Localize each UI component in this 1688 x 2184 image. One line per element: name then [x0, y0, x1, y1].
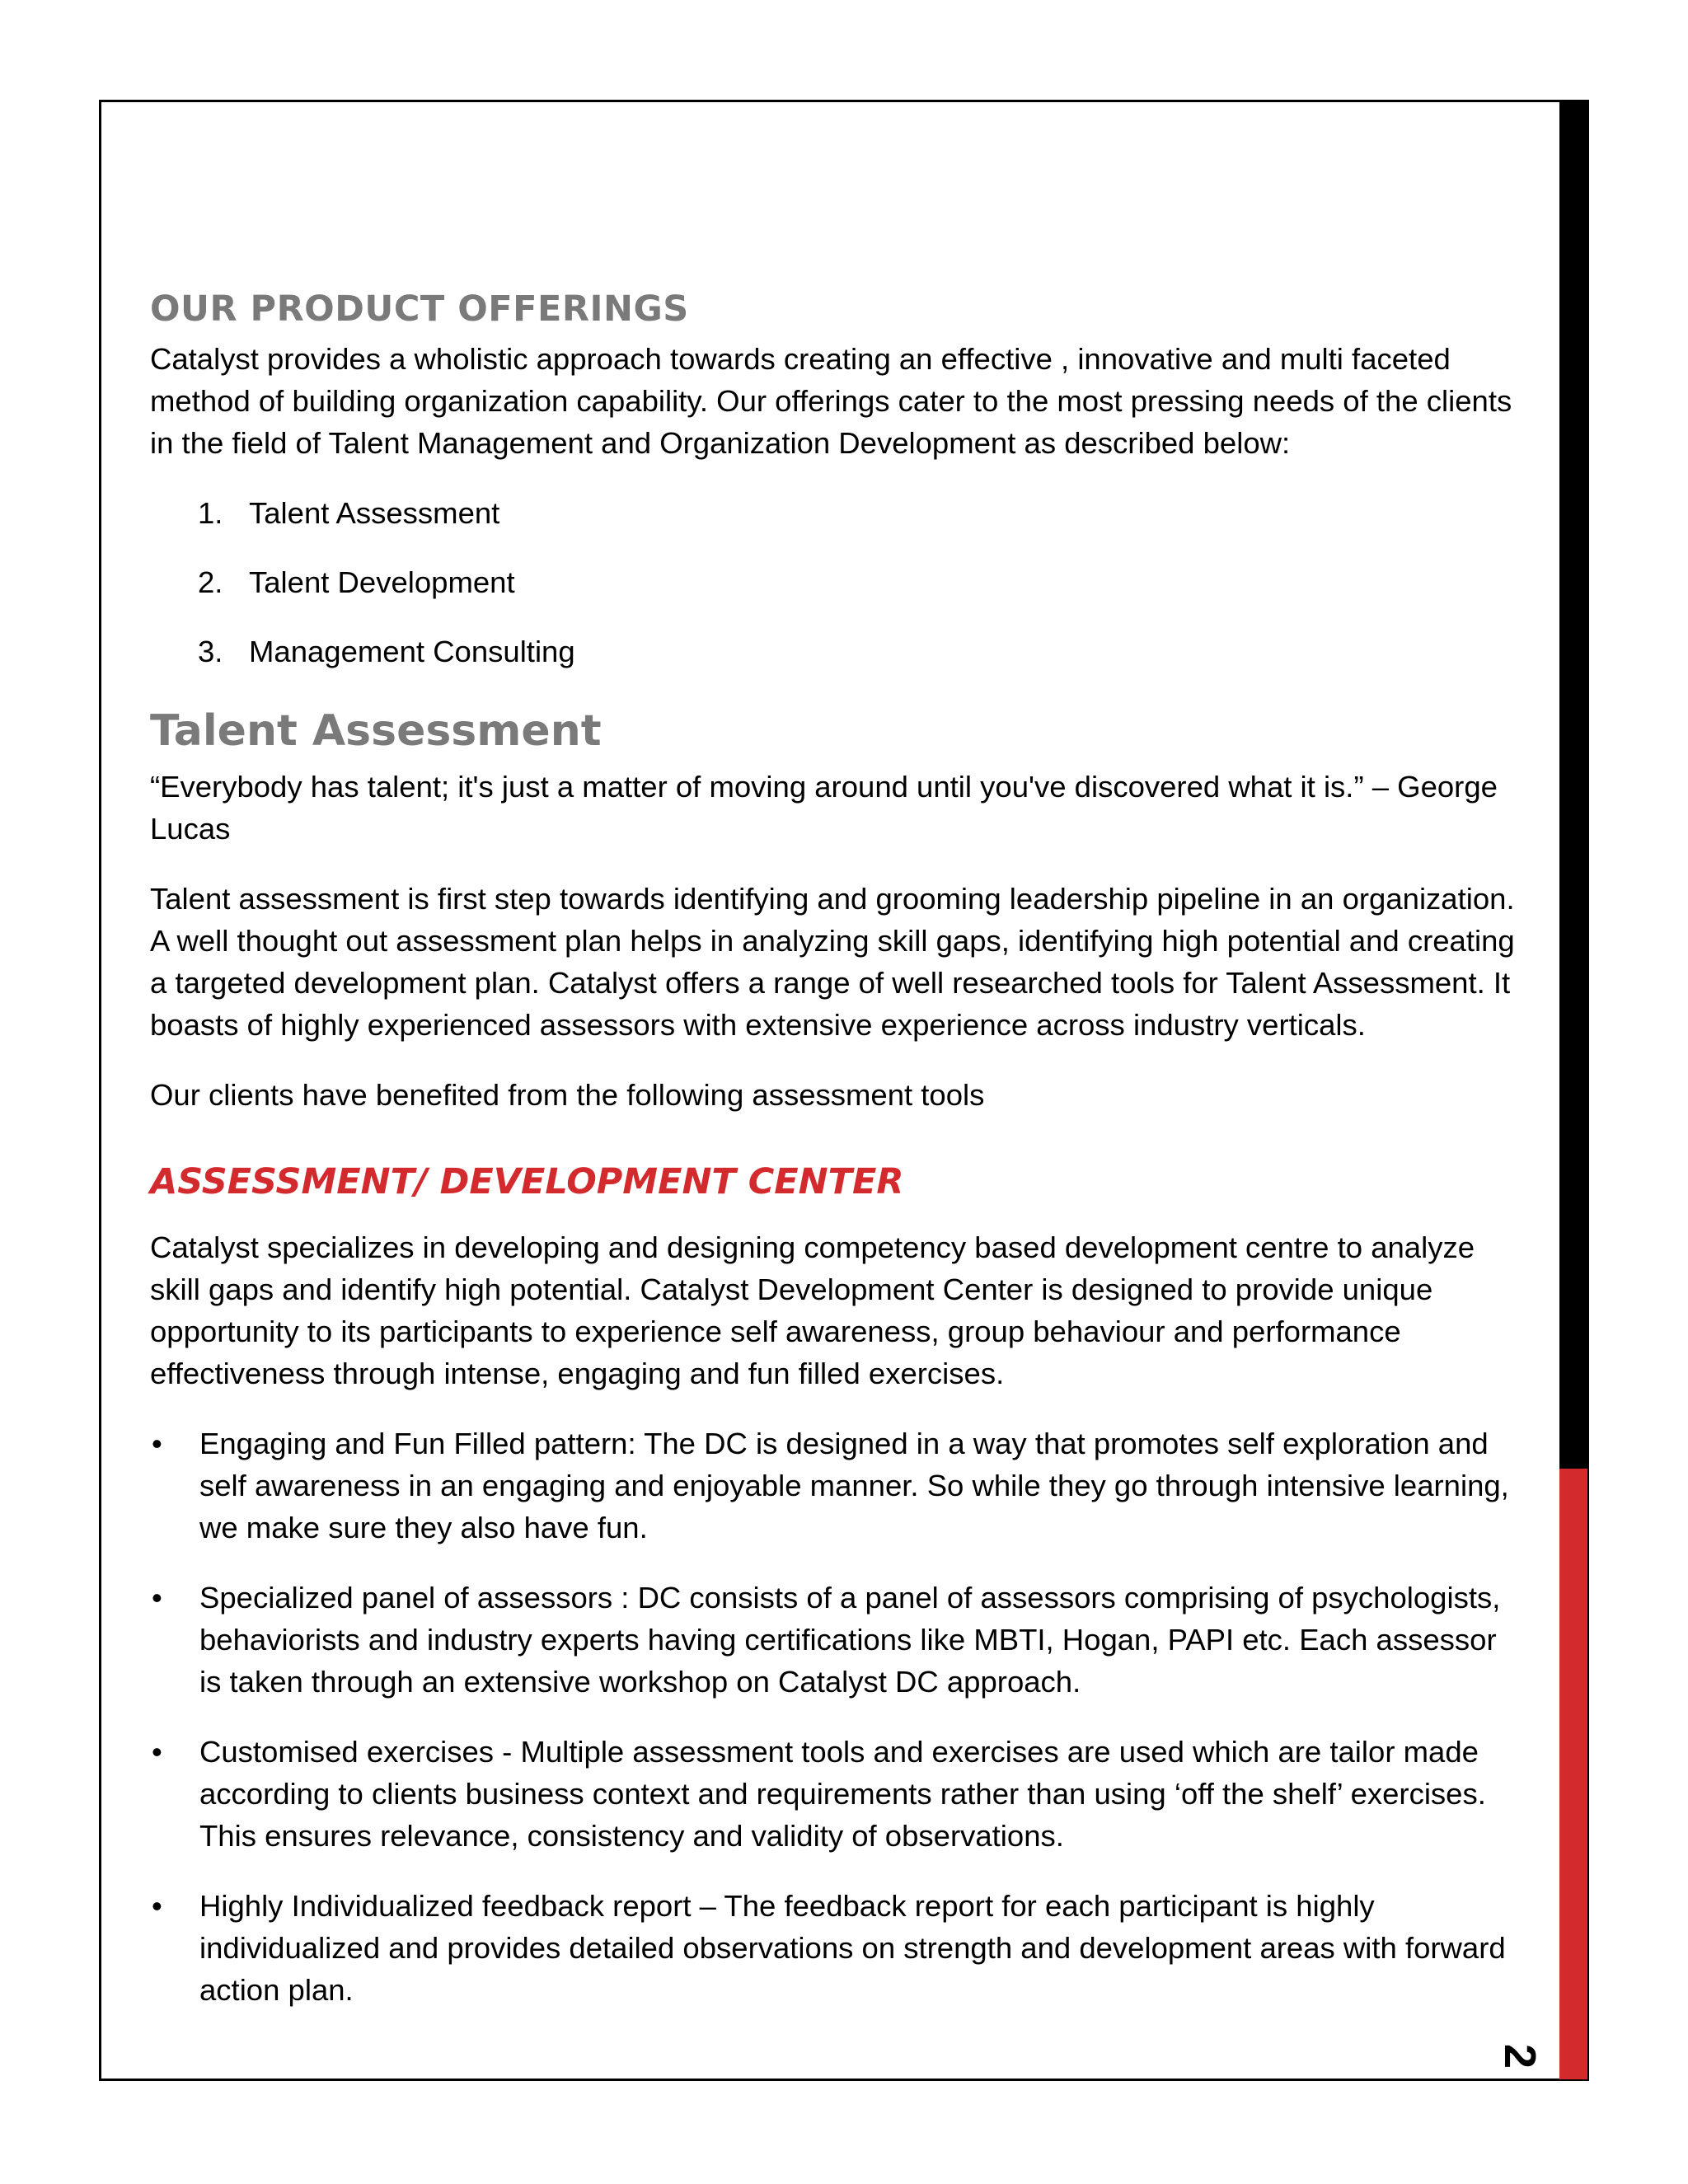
list-number: 3.	[198, 635, 223, 668]
section-heading-talent-assessment: Talent Assessment	[150, 706, 602, 756]
bullet-icon: •	[152, 1581, 162, 1615]
side-bar-black	[1559, 101, 1587, 1469]
offerings-list	[150, 492, 1526, 673]
bullet-text: Specialized panel of assessors : DC consists of a panel of assessors comprising of psychologists, behaviorists and industry experts having certifications like MBTI, Hogan, PAPI etc. Each assessor is taken through an extensive workshop on Catalyst DC approach.	[199, 1581, 1501, 1699]
quote: “Everybody has talent; it's just a matter of moving around until you've discovered what it is.” – George Lucas	[150, 770, 1498, 846]
bullet-text: Highly Individualized feedback report – The feedback report for each participant is highly individualized and provides detailed observations on strength and development areas with forward action plan.	[199, 1889, 1506, 2007]
assessment-center-intro: Catalyst specializes in developing and designing competency based development centre to analyze skill gaps and identify high potential. Catalyst Development Center is designed to provide unique opportunity to its participants to experience self awareness, group behaviour and performance effectiveness through intense, engaging and fun filled exercises.	[150, 1230, 1475, 1390]
list-text: Talent Development	[249, 565, 515, 599]
bullet-text: Engaging and Fun Filled pattern: The DC is designed in a way that promotes self exploration and self awareness in an engaging and enjoyable manner. So while they go through intensive learning, we make sure they also have fun.	[199, 1427, 1509, 1544]
list-text: Talent Assessment	[249, 496, 500, 530]
list-number: 2.	[198, 565, 223, 599]
bullet-icon: •	[152, 1889, 162, 1923]
assessment-center-bullets	[150, 1422, 1526, 2011]
list-item	[150, 1731, 1526, 1857]
talent-assessment-paragraph: Talent assessment is first step towards identifying and grooming leadership pipeline in an organization. A well thought out assessment plan helps in analyzing skill gaps, identifying high potential and creating a targeted development plan. Catalyst offers a range of well researched tools for Talent Assessment. It boasts of highly experienced assessors with extensive experience across industry verticals.	[150, 882, 1515, 1042]
page-number: 2	[1495, 2043, 1545, 2069]
list-item	[150, 561, 1526, 603]
list-number: 1.	[198, 496, 223, 530]
list-item	[150, 1577, 1526, 1703]
bullet-icon: •	[152, 1427, 162, 1460]
bullet-text: Customised exercises - Multiple assessment tools and exercises are used which are tailor made according to clients business context and requirements rather than using ‘off the shelf’ exercises. This ensures relevance, consistency and validity of observations.	[199, 1735, 1486, 1853]
offerings-intro: Catalyst provides a wholistic approach towards creating an effective , innovative and multi faceted method of building organization capability. Our offerings cater to the most pressing needs of the clients in the field of Talent Management and Organization Development as described below:	[150, 342, 1512, 460]
list-item	[150, 1885, 1526, 2011]
list-item	[150, 492, 1526, 534]
list-item	[150, 1422, 1526, 1549]
document-body	[150, 280, 1526, 2039]
tools-intro: Our clients have benefited from the following assessment tools	[150, 1078, 985, 1112]
section-heading-offerings: OUR PRODUCT OFFERINGS	[150, 288, 689, 330]
bullet-icon: •	[152, 1735, 162, 1769]
section-heading-assessment-center: ASSESSMENT/ DEVELOPMENT CENTER	[150, 1161, 904, 1202]
list-item	[150, 630, 1526, 673]
list-text: Management Consulting	[249, 635, 575, 668]
side-bar-red	[1559, 1469, 1587, 2079]
